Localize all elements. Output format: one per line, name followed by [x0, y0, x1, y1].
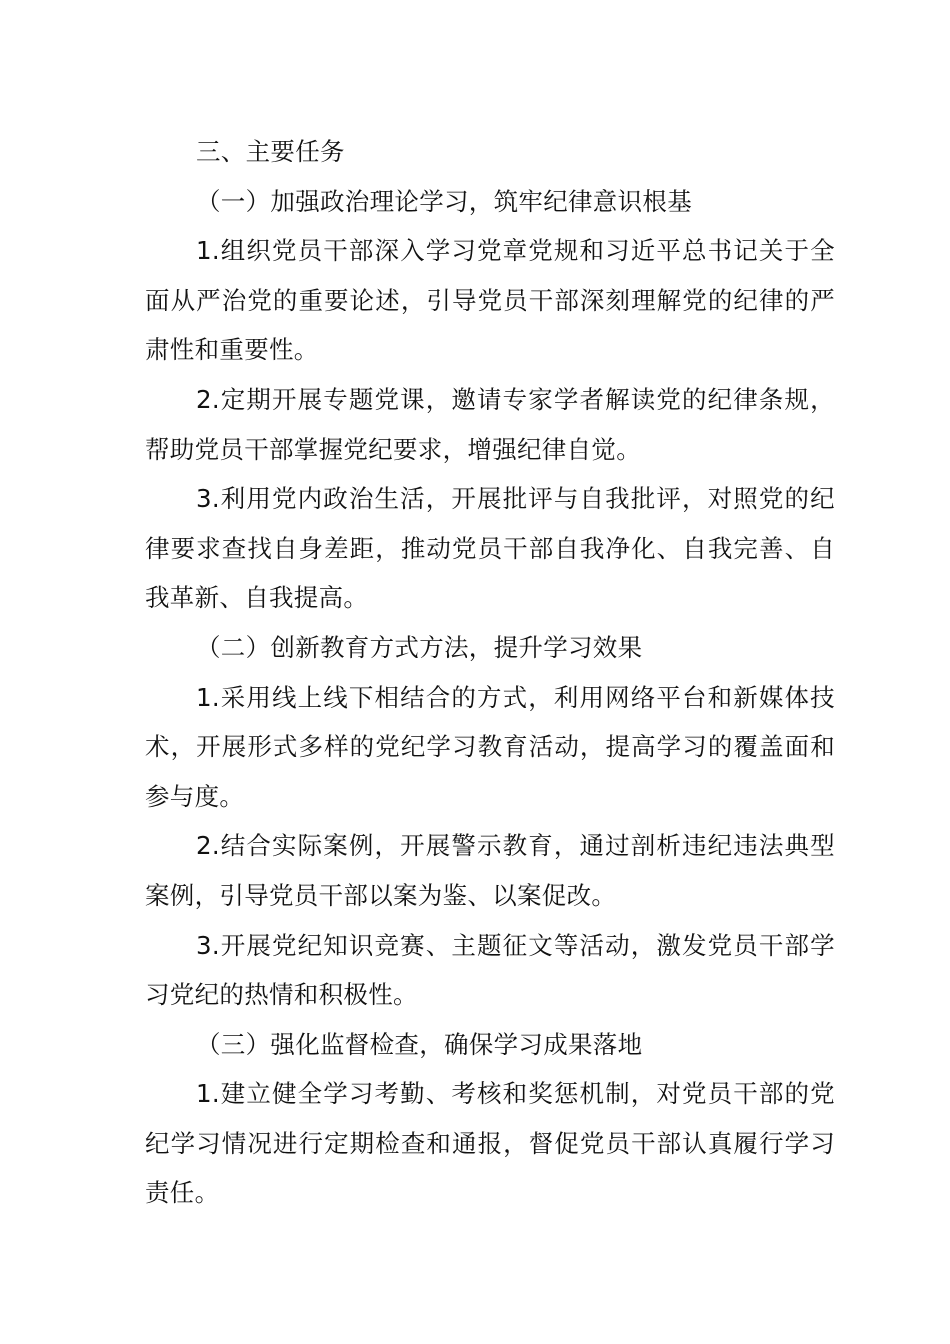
- paragraph-1-1: 1.组织党员干部深入学习党章党规和习近平总书记关于全面从严治党的重要论述，引导党员干部深刻理解党的纪律的严肃性和重要性。: [145, 236, 835, 365]
- sub-heading-2: （二）创新教育方式方法，提升学习效果: [196, 632, 643, 662]
- paragraph-1-3: 3.利用党内政治生活，开展批评与自我批评，对照党的纪律要求查找自身差距，推动党员干部自我净化、自我完善、自我革新、自我提高。: [145, 484, 835, 613]
- paragraph-2-2: 2.结合实际案例，开展警示教育，通过剖析违纪违法典型案例，引导党员干部以案为鉴、以案促改。: [145, 831, 835, 910]
- paragraph-3-1: 1.建立健全学习考勤、考核和奖惩机制，对党员干部的党纪学习情况进行定期检查和通报，督促党员干部认真履行学习责任。: [145, 1079, 835, 1208]
- section-heading-main-tasks: 三、主要任务: [196, 137, 345, 166]
- paragraph-1-2: 2.定期开展专题党课，邀请专家学者解读党的纪律条规，帮助党员干部掌握党纪要求，增强纪律自觉。: [145, 384, 835, 464]
- paragraph-2-1: 1.采用线上线下相结合的方式，利用网络平台和新媒体技术，开展形式多样的党纪学习教育活动，提高学习的覆盖面和参与度。: [145, 682, 835, 811]
- sub-heading-1: （一）加强政治理论学习，筑牢纪律意识根基: [196, 186, 692, 216]
- document-body: [145, 127, 835, 1218]
- paragraph-2-3: 3.开展党纪知识竞赛、主题征文等活动，激发党员干部学习党纪的热情和积极性。: [145, 930, 835, 1010]
- sub-heading-3: （三）强化监督检查，确保学习成果落地: [196, 1029, 643, 1059]
